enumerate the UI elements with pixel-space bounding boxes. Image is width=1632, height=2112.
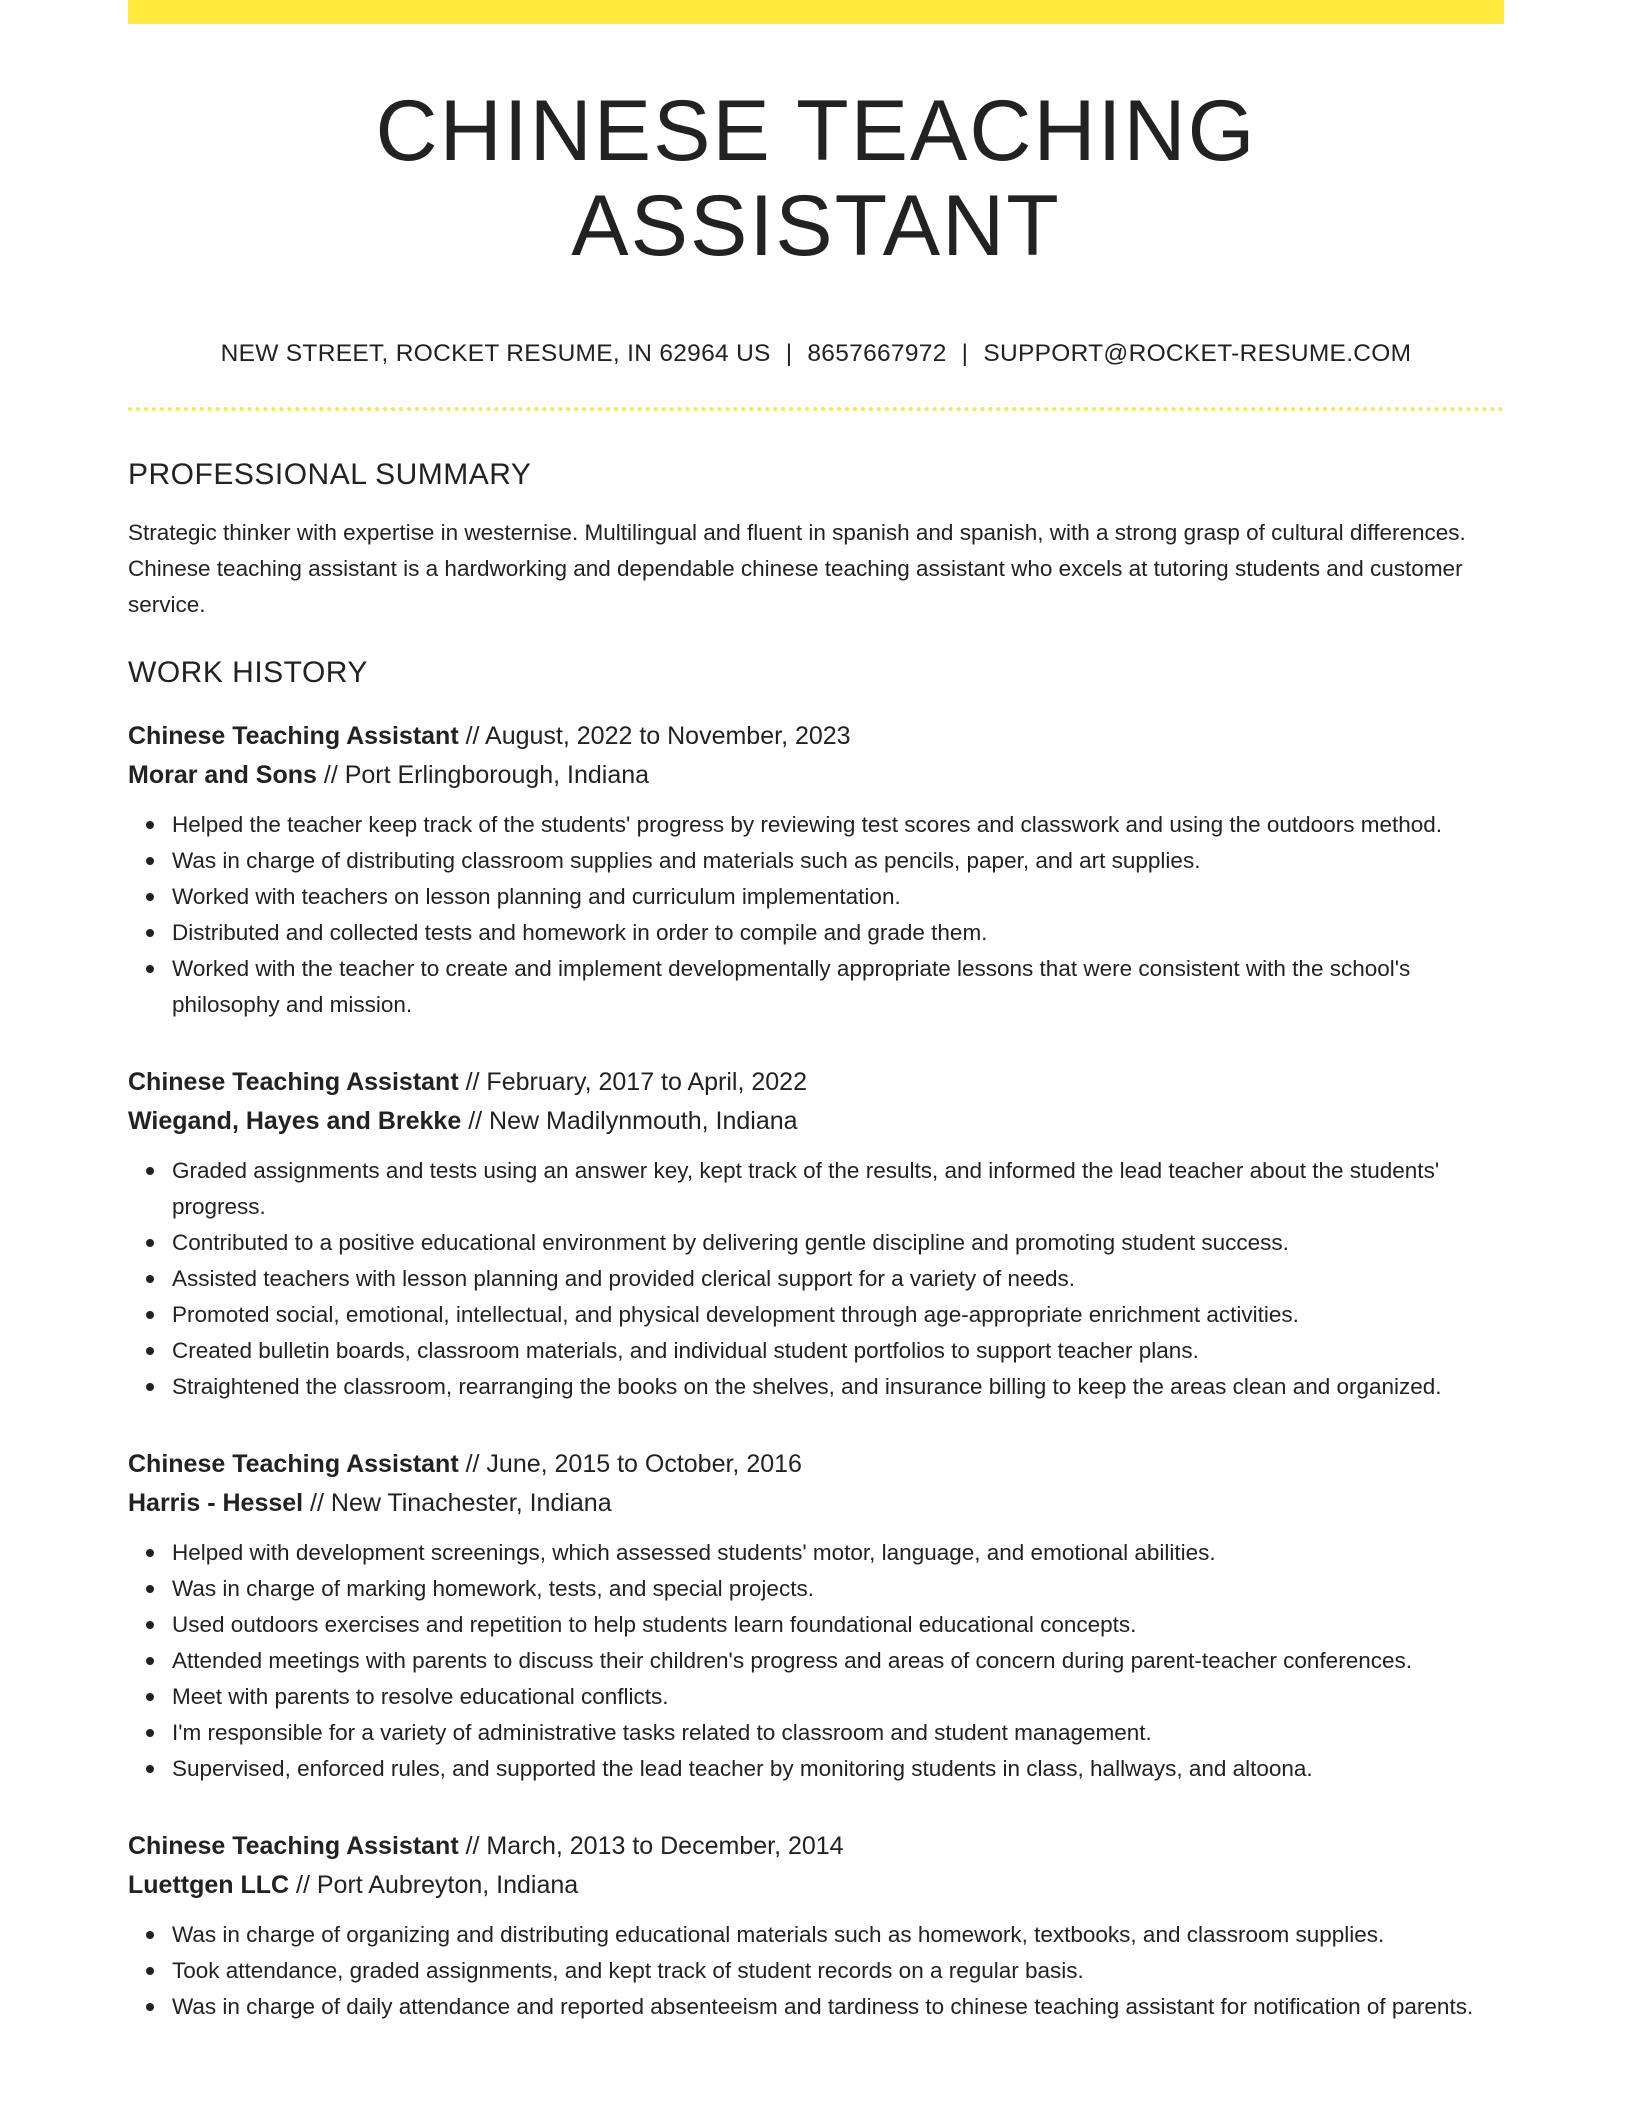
accent-bar [128,0,1504,24]
job-bullet: Was in charge of distributing classroom supplies and materials such as pencils, paper, and art supplies. [172,843,1504,879]
job-title-line [128,1445,1504,1484]
job-bullet: Created bulletin boards, classroom materials, and individual student portfolios to support teacher plans. [172,1333,1504,1369]
job-location: // New Tinachester, Indiana [303,1488,612,1517]
job-bullet-list [128,1153,1504,1405]
job-bullet: Meet with parents to resolve educational conflicts. [172,1679,1504,1715]
job-company-line [128,1484,1504,1523]
dotted-divider [128,407,1504,411]
job-dates: // March, 2013 to December, 2014 [458,1831,844,1860]
job-company-line [128,1102,1504,1141]
job-dates: // August, 2022 to November, 2023 [458,721,851,750]
job-location: // Port Erlingborough, Indiana [316,760,650,789]
job-dates: // February, 2017 to April, 2022 [458,1067,807,1096]
contact-separator: | [961,340,969,368]
job-bullet: Helped the teacher keep track of the students' progress by reviewing test scores and classwork and using the outdoors method. [172,807,1504,843]
job-entry [128,1445,1504,1787]
job-bullet: Assisted teachers with lesson planning and provided clerical support for a variety of needs. [172,1261,1504,1297]
summary-text: Strategic thinker with expertise in westernise. Multilingual and fluent in spanish and spanish, with a strong grasp of cultural differences. Chinese teaching assistant is a hardworking and dependable chinese teaching assistant who excels at tutoring students and customer service. [128,519,1466,617]
job-bullet-list [128,1917,1504,2025]
job-bullet: Was in charge of organizing and distributing educational materials such as homework, textbooks, and classroom supplies. [172,1917,1504,1953]
job-bullet: Distributed and collected tests and homework in order to compile and grade them. [172,915,1504,951]
resume-name: CHINESE TEACHING ASSISTANT [375,83,1257,274]
job-bullet: Took attendance, graded assignments, and kept track of student records on a regular basis. [172,1953,1504,1989]
job-location: // Port Aubreyton, Indiana [289,1870,579,1899]
job-bullet: Supervised, enforced rules, and supported the lead teacher by monitoring students in class, hallways, and altoona. [172,1751,1504,1787]
job-bullet: Graded assignments and tests using an answer key, kept track of the results, and informed the lead teacher about the students' progress. [172,1153,1504,1225]
work-history-heading: WORK HISTORY [128,655,368,689]
job-bullet-list [128,807,1504,1023]
contact-phone: 8657667972 [807,340,947,368]
job-entry [128,717,1504,1023]
contact-line [128,339,1504,368]
job-entry [128,1827,1504,2025]
job-bullet: Worked with the teacher to create and implement developmentally appropriate lessons that were consistent with the school's philosophy and mission. [172,951,1504,1023]
contact-email: SUPPORT@ROCKET-RESUME.COM [983,340,1412,368]
job-company: Wiegand, Hayes and Brekke [128,1106,462,1135]
job-title: Chinese Teaching Assistant [128,721,459,750]
job-bullet: Contributed to a positive educational environment by delivering gentle discipline and promoting student success. [172,1225,1504,1261]
work-history-list [128,717,1504,2025]
job-company: Harris - Hessel [128,1488,304,1517]
job-bullet: Was in charge of daily attendance and reported absenteeism and tardiness to chinese teaching assistant for notification of parents. [172,1989,1504,2025]
contact-separator: | [785,340,793,368]
job-bullet: Promoted social, emotional, intellectual, and physical development through age-appropriate enrichment activities. [172,1297,1504,1333]
job-title-line [128,1063,1504,1102]
job-bullet-list [128,1535,1504,1787]
job-bullet: Helped with development screenings, which assessed students' motor, language, and emotional abilities. [172,1535,1504,1571]
job-company: Luettgen LLC [128,1870,290,1899]
job-company: Morar and Sons [128,760,317,789]
job-title-line [128,1827,1504,1866]
contact-address: NEW STREET, ROCKET RESUME, IN 62964 US [220,340,771,368]
job-company-line [128,756,1504,795]
job-title: Chinese Teaching Assistant [128,1449,459,1478]
job-location: // New Madilynmouth, Indiana [461,1106,798,1135]
resume-page [128,0,1504,2025]
job-title: Chinese Teaching Assistant [128,1831,459,1860]
job-title-line [128,717,1504,756]
job-bullet: Attended meetings with parents to discuss their children's progress and areas of concern during parent-teacher conferences. [172,1643,1504,1679]
job-bullet: Straightened the classroom, rearranging the books on the shelves, and insurance billing to keep the areas clean and organized. [172,1369,1504,1405]
job-bullet: Worked with teachers on lesson planning and curriculum implementation. [172,879,1504,915]
job-bullet: I'm responsible for a variety of administrative tasks related to classroom and student management. [172,1715,1504,1751]
summary-heading: PROFESSIONAL SUMMARY [128,457,532,491]
job-bullet: Used outdoors exercises and repetition to help students learn foundational educational concepts. [172,1607,1504,1643]
job-dates: // June, 2015 to October, 2016 [458,1449,802,1478]
job-entry [128,1063,1504,1405]
job-bullet: Was in charge of marking homework, tests, and special projects. [172,1571,1504,1607]
job-company-line [128,1866,1504,1905]
job-title: Chinese Teaching Assistant [128,1067,459,1096]
